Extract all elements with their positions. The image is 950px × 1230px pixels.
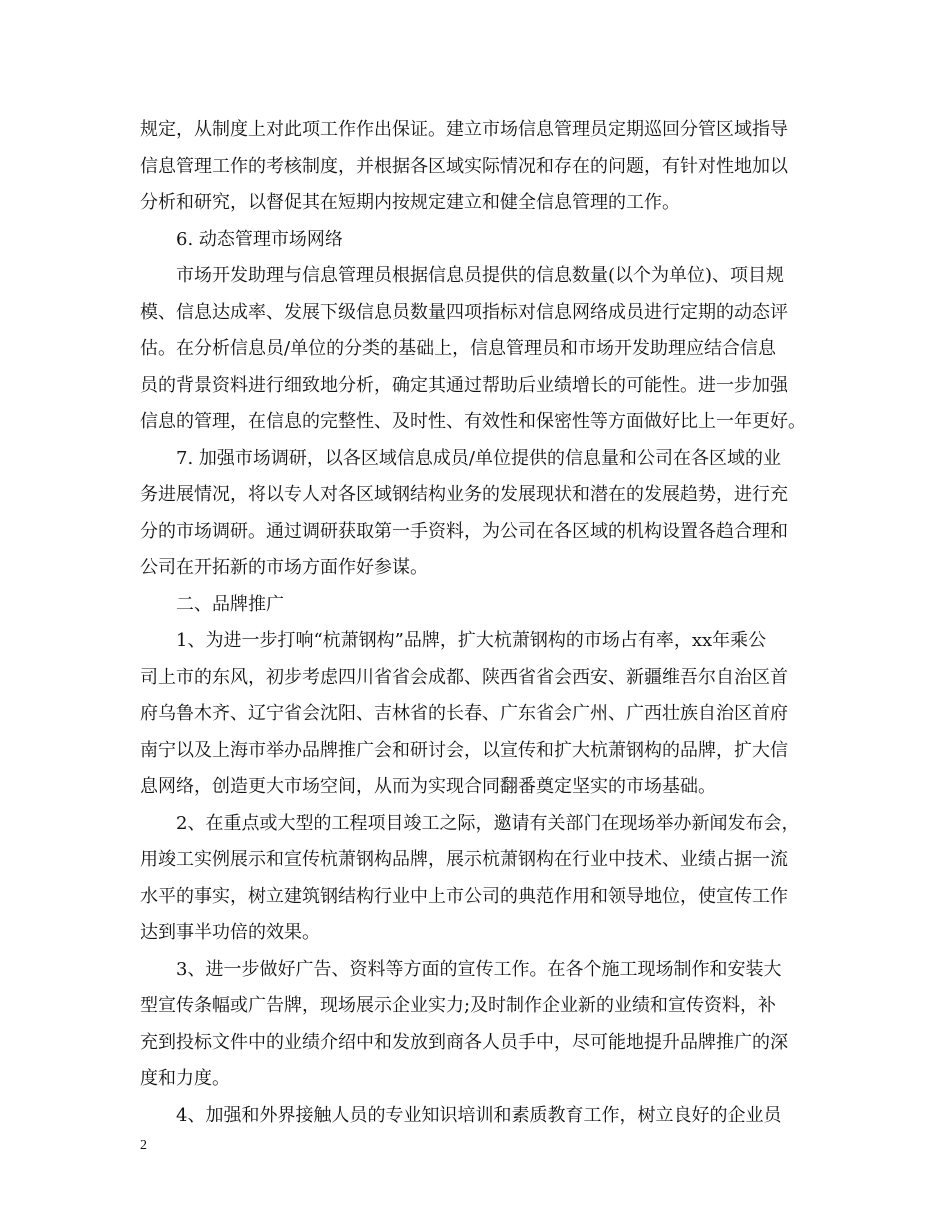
text-line: 4、加强和外界接触人员的专业知识培训和素质教育工作，树立良好的企业员 — [176, 1104, 782, 1126]
text-line: 分析和研究，以督促其在短期内按规定建立和健全信息管理的工作。 — [140, 192, 680, 213]
text-line: 分的市场调研。通过调研获取第一手资料，为公司在各区域的机构设置各趋合理和 — [140, 520, 788, 542]
text-line: 水平的事实，树立建筑钢结构行业中上市公司的典范作用和领导地位，使宣传工作 — [140, 885, 788, 907]
text-line: 南宁以及上海市举办品牌推广会和研讨会，以宣传和扩大杭萧钢构的品牌，扩大信 — [140, 739, 788, 761]
text-line: 3、进一步做好广告、资料等方面的宣传工作。在各个施工现场制作和安装大 — [176, 958, 782, 980]
text-line: 模、信息达成率、发展下级信息员数量四项指标对信息网络成员进行定期的动态评 — [140, 301, 788, 323]
text-line: 司上市的东风，初步考虑四川省省会成都、陕西省省会西安、新疆维吾尔自治区首 — [140, 666, 788, 688]
text-line: 充到投标文件中的业绩介绍中和发放到商各人员手中，尽可能地提升品牌推广的深 — [140, 1031, 788, 1053]
text-line: 型宣传条幅或广告牌，现场展示企业实力;及时制作企业新的业绩和宣传资料，补 — [140, 995, 777, 1016]
text-line: 信息的管理，在信息的完整性、及时性、有效性和保密性等方面做好比上一年更好。 — [140, 411, 806, 432]
section-heading: 6. 动态管理市场网络 — [176, 228, 343, 250]
section-heading: 二、品牌推广 — [176, 593, 284, 615]
text-line: 公司在开拓新的市场方面作好参谋。 — [140, 557, 428, 578]
document-body — [140, 112, 816, 1134]
text-line: 信息管理工作的考核制度，并根据各区域实际情况和存在的问题，有针对性地加以 — [140, 155, 788, 177]
text-line: 员的背景资料进行细致地分析，确定其通过帮助后业绩增长的可能性。进一步加强 — [140, 374, 788, 396]
page-number: 2 — [140, 1138, 147, 1153]
text-line: 府乌鲁木齐、辽宁省会沈阳、吉林省的长春、广东省会广州、广西壮族自治区首府 — [140, 703, 788, 724]
text-line: 2、在重点或大型的工程项目竣工之际，邀请有关部门在现场举办新闻发布会， — [176, 812, 800, 834]
text-line: 务进展情况，将以专人对各区域钢结构业务的发展现状和潜在的发展趋势，进行充 — [140, 484, 788, 505]
text-line: 用竣工实例展示和宣传杭萧钢构品牌，展示杭萧钢构在行业中技术、业绩占据一流 — [140, 849, 788, 870]
text-line: 度和力度。 — [140, 1068, 230, 1089]
text-line: 规定，从制度上对此项工作作出保证。建立市场信息管理员定期巡回分管区域指导 — [140, 119, 788, 140]
text-line: 市场开发助理与信息管理员根据信息员提供的信息数量(以个为单位)、项目规 — [176, 265, 785, 286]
text-line: 估。在分析信息员/单位的分类的基础上，信息管理员和市场开发助理应结合信息 — [140, 338, 777, 359]
text-line: 息网络，创造更大市场空间，从而为实现合同翻番奠定坚实的市场基础。 — [140, 776, 716, 797]
text-line: 7. 加强市场调研，以各区域信息成员/单位提供的信息量和公司在各区域的业 — [176, 447, 781, 469]
text-line: 达到事半功倍的效果。 — [140, 922, 320, 943]
text-line: 1、为进一步打响“杭萧钢构”品牌，扩大杭萧钢构的市场占有率，xx年乘公 — [176, 630, 767, 651]
